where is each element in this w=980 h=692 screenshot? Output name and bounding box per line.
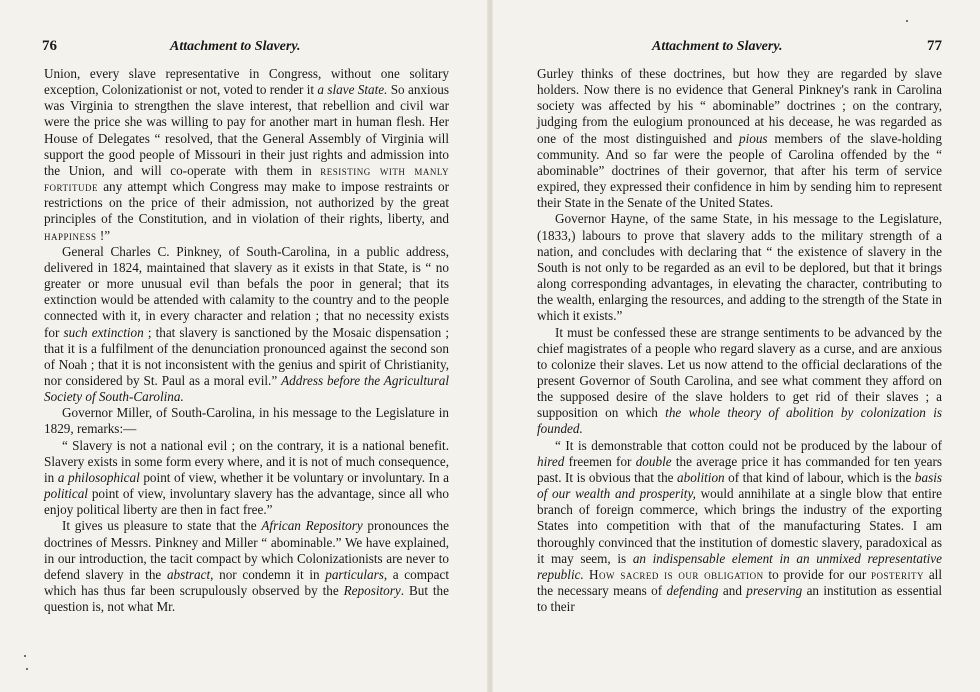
- left-paragraph-3: Governor Miller, of South-Carolina, in his message to the Legislature in 1829, remarks:—: [44, 405, 449, 437]
- left-paragraph-1: Union, every slave representative in Congress, without one solitary exception, Colonizationist or not, voted to render it a slave State. So anxious was Virginia to strengthen the slave interest, that rebellion and civil war were the price she was willing to pay for another mart in human flesh. Her House of Delegates “ resolved, that the General Assembly of Virginia will support the good people of Missouri in their just rights and admission into the Union, and will co-operate with them in resisting with manly fortitude any attempt which Congress may make to impose restraints or restrictions on the price of their admission, not authorized by the great principles of the Constitution, and in violation of their rights, liberty, and happiness !”: [44, 66, 449, 243]
- left-paragraph-5: It gives us pleasure to state that the African Repository pronounces the doctrines of Messrs. Pinkney and Miller “ abominable.” We have explained, in our introduction, the tacit compact by which Colonizationists are never to defend slavery in the abstract, nor condemn it in particulars, a compact which has thus far been scrupulously observed by the Repository. But the question is, not what Mr.: [44, 518, 450, 615]
- source-citation: Address before the Agricultural Society of South-Carolina.: [44, 372, 449, 405]
- left-page-text: [44, 66, 449, 615]
- right-page-header: [537, 38, 942, 58]
- left-page-number: 76: [42, 38, 57, 54]
- left-page-header: [42, 38, 447, 58]
- left-paragraph-2: General Charles C. Pinkney, of South-Carolina, in a public address, delivered in 1824, maintained that slavery as it exists in that State, is “ no greater or more unusual evil than befals the poor in general; that its extinction would be attended with calamity to the country and to the people connected with it, in every character and relation ; that no necessity exists for such extinction ; that slavery is sanctioned by the Mosaic dispensation ; that it is a fulfilment of the denunciation pronounced against the second son of Noah ; that it is not inconsistent with the genius and spirit of Christianity, nor considered by St. Paul as a moral evil.” Address before the Agricultural Society of South-Carolina.: [44, 243, 449, 405]
- right-paragraph-4: “ It is demonstrable that cotton could not be produced by the labour of hired freemen for double the average price it has commanded for ten years past. It is obvious that the abolition of that kind of labour, which is the basis of our wealth and prosperity, would annihilate at a single blow that entire branch of foreign commerce, which brings the industry of the exporting States into competition with that of the manufacturing States. I am thoroughly convinced that the institution of domestic slavery, paradoxical as it may seem, is an indispensable element in an unmixed representative republic. How sacred is our obligation to provide for our posterity all the necessary means of defending and preserving an institution as essential to their: [537, 437, 943, 615]
- page-speck: [906, 20, 908, 22]
- page-speck: [24, 655, 26, 657]
- right-paragraph-2: Governor Hayne, of the same State, in his message to the Legislature, (1833,) labours to prove that slavery adds to the military strength of a nation, and concludes with declaring that “ the existence of slavery in the South is not only to be regarded as an evil to be deplored, but that it brings along corresponding advantages, in elevating the character, contributing to the wealth, enlarging the resources, and adding to the strength of the State in which it exists.”: [537, 211, 942, 324]
- right-running-head: Attachment to Slavery.: [652, 39, 783, 54]
- right-page-text: [537, 66, 942, 615]
- right-paragraph-1: Gurley thinks of these doctrines, but how they are regarded by slave holders. Now there is no evidence that General Pinkney's rank in Carolina society was affected by his “ abominable” doctrines ; on the contrary, judging from the eulogium pronounced at his decease, he was regarded as one of the most distinguished and pious members of the slave-holding community. And so far were the people of Carolina offended by the “ abominable” doctrines of their governor, that after his term of service expired, they expressed their confidence in him by sending him to represent their State in the Senate of the United States.: [537, 66, 942, 211]
- left-paragraph-4: “ Slavery is not a national evil ; on the contrary, it is a national benefit. Slavery exists in some form every where, and it is not of much consequence, in a philosophical point of view, whether it be voluntary or involuntary. In a political point of view, involuntary slavery has the advantage, since all who enjoy political liberty are then in fact free.”: [44, 437, 449, 518]
- right-paragraph-3: It must be confessed these are strange sentiments to be advanced by the chief magistrates of a people who regard slavery as a curse, and are anxious to colonize their slaves. Let us now attend to the official declarations of the present Governor of South Carolina, and see what comment they afford on the supposed desire of the slave holders to get rid of their slaves ; a supposition on which the whole theory of abolition by colonization is founded.: [537, 324, 942, 437]
- right-page-number: 77: [927, 38, 942, 54]
- left-running-head: Attachment to Slavery.: [170, 39, 301, 54]
- right-page: [490, 0, 980, 692]
- page-speck: [26, 668, 28, 670]
